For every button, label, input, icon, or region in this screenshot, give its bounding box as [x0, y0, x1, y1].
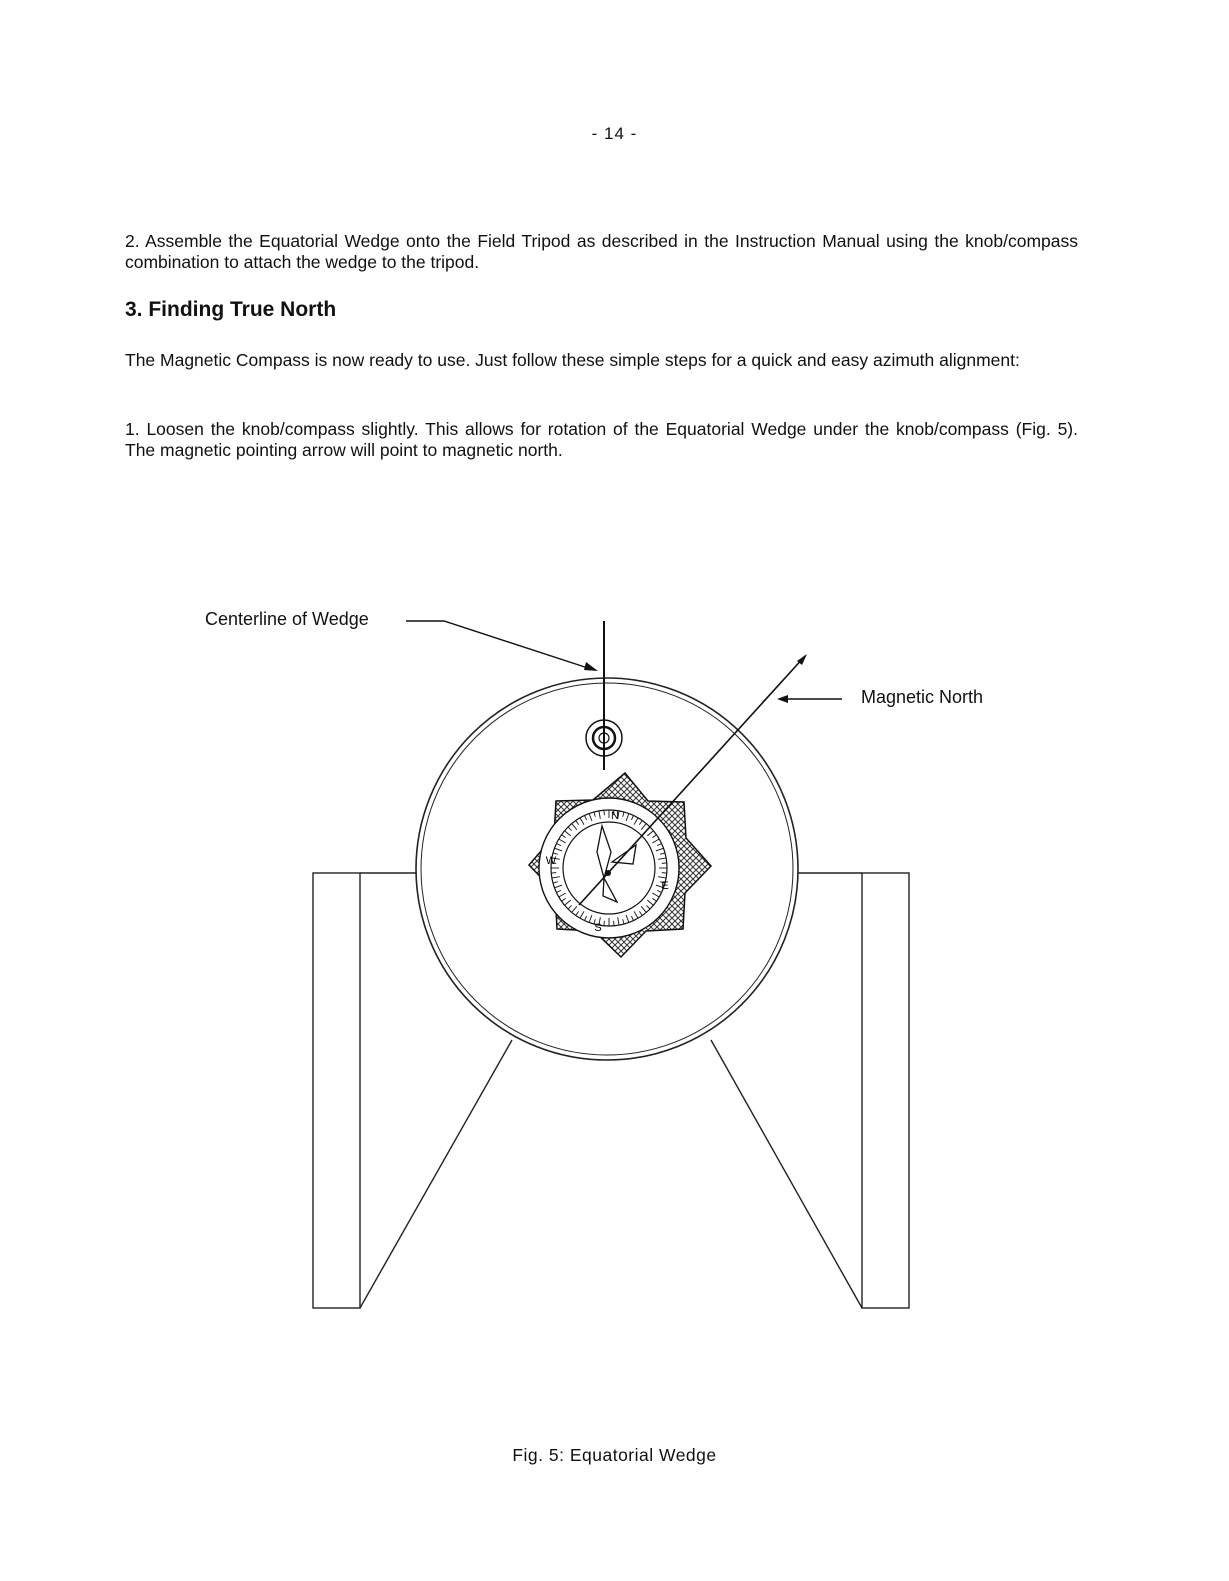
section-heading: 3. Finding True North: [125, 298, 337, 321]
assemble-paragraph: 2. Assemble the Equatorial Wedge onto the Field Tripod as described in the Instruction Manual using the knob/compass combination to attach the wedge to the tripod.: [125, 231, 1078, 272]
compass-south-letter: S: [594, 922, 602, 934]
step1-paragraph: 1. Loosen the knob/compass slightly. This allows for rotation of the Equatorial Wedge under the knob/compass (Fig. 5). The magnetic pointing arrow will point to magnetic north.: [125, 419, 1078, 460]
centerline-leader: [406, 621, 594, 670]
centerline-label: Centerline of Wedge: [205, 609, 369, 629]
compass-west-letter: W: [545, 855, 557, 867]
figure-caption: Fig. 5: Equatorial Wedge: [512, 1445, 717, 1465]
intro-paragraph: The Magnetic Compass is now ready to use. Just follow these simple steps for a quick and easy azimuth alignment:: [125, 350, 1020, 370]
page-number: - 14 -: [591, 124, 638, 143]
compass-north-letter: N: [611, 810, 619, 822]
compass-east-letter: E: [661, 880, 669, 892]
magnetic-north-leader-arrowhead: [777, 695, 788, 703]
magnetic-north-label: Magnetic North: [861, 687, 984, 707]
centerline-arrowhead: [584, 662, 598, 671]
